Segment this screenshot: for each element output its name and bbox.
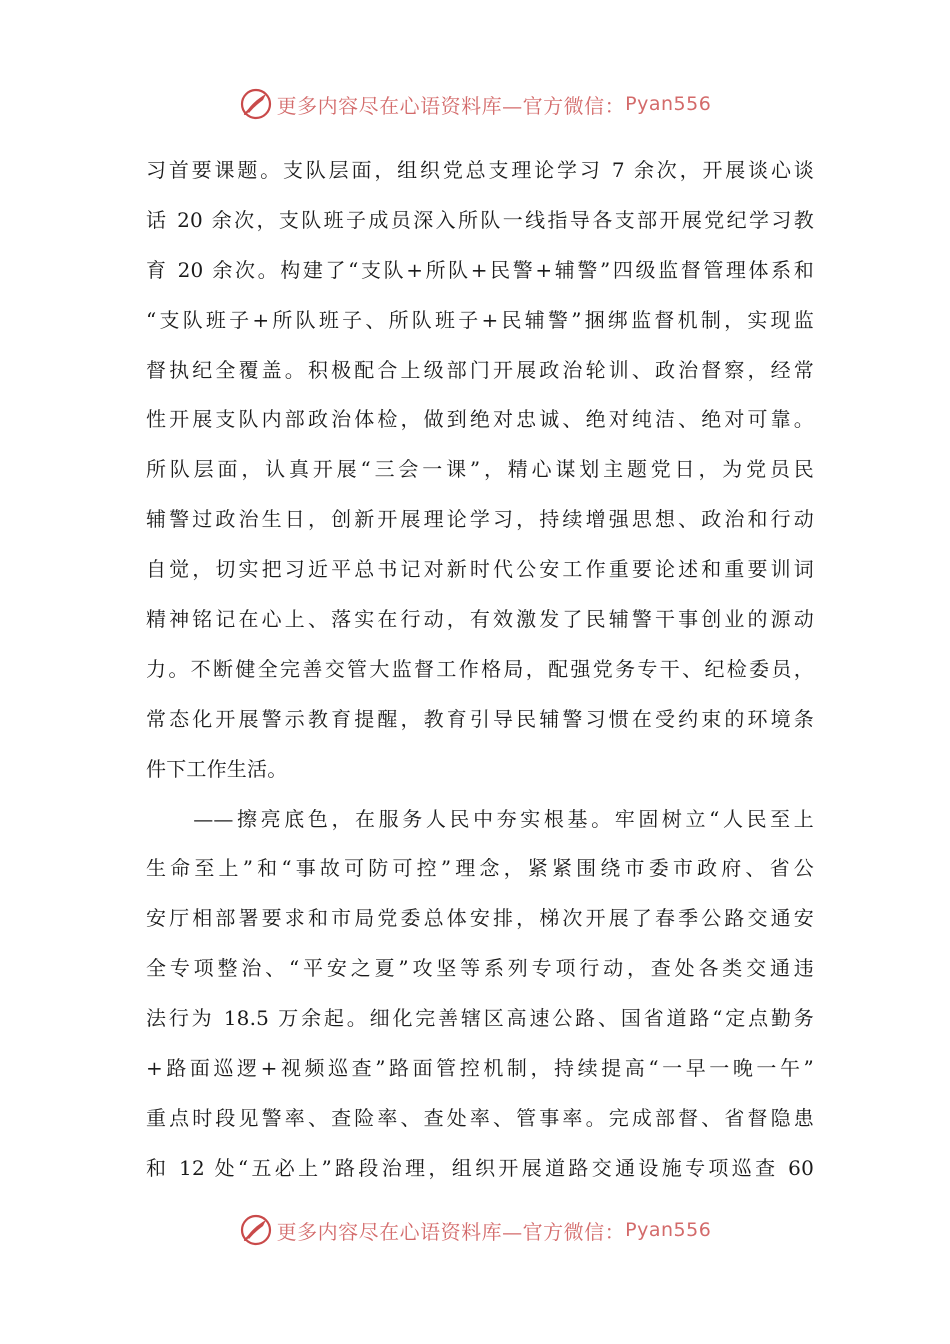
body-line: 性开展支队内部政治体检，做到绝对忠诚、绝对纯洁、绝对可靠。 xyxy=(146,407,814,432)
body-line: 自觉，切实把习近平总书记对新时代公安工作重要论述和重要训词 xyxy=(146,557,814,582)
body-line: “支队班子+所队班子、所队班子+民辅警”捆绑监督机制，实现监 xyxy=(146,307,814,332)
body-line: 督执纪全覆盖。积极配合上级部门开展政治轮训、政治督察，经常 xyxy=(146,357,814,382)
document-body xyxy=(146,146,814,1194)
header-watermark xyxy=(0,82,950,126)
watermark-wechat-id: Pyan556 xyxy=(625,1219,712,1241)
body-line: 育 20 余次。构建了“支队+所队+民警+辅警”四级监督管理体系和 xyxy=(146,257,814,282)
body-line: 和 12 处“五必上”路段治理，组织开展道路交通设施专项巡查 60 xyxy=(146,1155,814,1180)
body-line: +路面巡逻+视频巡查”路面管控机制，持续提高“一早一晚一午” xyxy=(146,1056,814,1081)
body-line: 法行为 18.5 万余起。细化完善辖区高速公路、国省道路“定点勤务 xyxy=(146,1006,814,1031)
watermark-wechat-id: Pyan556 xyxy=(625,93,712,115)
body-line: 话 20 余次，支队班子成员深入所队一线指导各支部开展党纪学习教 xyxy=(146,207,814,232)
watermark-text: 更多内容尽在心语资料库—官方微信： xyxy=(276,93,626,118)
body-line: 常态化开展警示教育提醒，教育引导民辅警习惯在受约束的环境条 xyxy=(146,706,814,731)
body-line: 习首要课题。支队层面，组织党总支理论学习 7 余次，开展谈心谈 xyxy=(146,158,814,182)
footer-watermark xyxy=(0,1208,950,1252)
body-line: 安厅相部署要求和市局党委总体安排，梯次开展了春季公路交通安 xyxy=(146,906,814,931)
watermark-text: 更多内容尽在心语资料库—官方微信： xyxy=(276,1219,626,1244)
body-line: 所队层面，认真开展“三会一课”，精心谋划主题党日，为党员民 xyxy=(146,457,814,482)
pen-logo-icon xyxy=(239,1213,273,1247)
body-line: 力。不断健全完善交管大监督工作格局，配强党务专干、纪检委员， xyxy=(146,656,814,681)
body-line: 生命至上”和“事故可防可控”理念，紧紧围绕市委市政府、省公 xyxy=(146,856,814,881)
body-line: 重点时段见警率、查险率、查处率、管事率。完成部督、省督隐患 xyxy=(146,1105,814,1130)
body-line: 精神铭记在心上、落实在行动，有效激发了民辅警干事创业的源动 xyxy=(146,607,814,632)
body-line: 件下工作生活。 xyxy=(146,756,288,781)
body-line: ——擦亮底色，在服务人民中夯实根基。牢固树立“人民至上 xyxy=(146,806,814,831)
body-line: 辅警过政治生日，创新开展理论学习，持续增强思想、政治和行动 xyxy=(146,507,814,532)
body-line: 全专项整治、“平安之夏”攻坚等系列专项行动，查处各类交通违 xyxy=(146,956,814,981)
pen-logo-icon xyxy=(239,87,273,121)
